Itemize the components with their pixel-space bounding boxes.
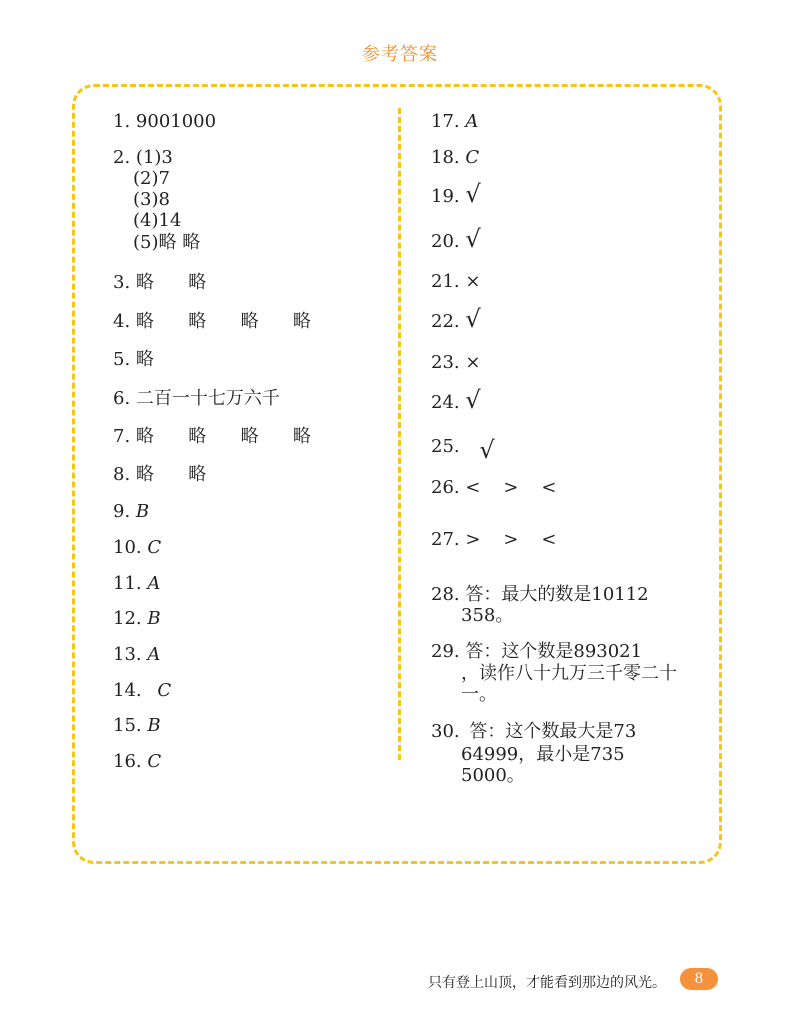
- answer-text: 略 略 略 略: [135, 311, 311, 332]
- answer-item-24: [431, 386, 481, 414]
- answer-item-8: [113, 465, 206, 485]
- answer-text: B: [135, 501, 150, 522]
- question-number: 4.: [113, 311, 131, 332]
- answer-text: B: [147, 608, 161, 629]
- answer-item-10: [113, 538, 161, 558]
- question-number: 9.: [113, 501, 131, 522]
- check-mark: √: [465, 386, 481, 414]
- answer-item-19: [431, 180, 481, 208]
- answer-part: (2)7: [133, 168, 170, 189]
- question-number: 28.: [431, 584, 460, 605]
- answer-item-13: [113, 645, 160, 665]
- answer-text: A: [147, 644, 161, 665]
- answer-item-1: [113, 112, 216, 132]
- question-number: 24.: [431, 392, 460, 413]
- answer-item-14: [113, 681, 171, 701]
- answer-line: 358。: [461, 605, 514, 626]
- answer-line: 答：这个数是893021: [465, 641, 643, 662]
- check-mark: √: [465, 225, 481, 253]
- cross-mark: ×: [465, 271, 481, 292]
- check-mark: √: [465, 180, 481, 208]
- answer-line: 一。: [461, 684, 497, 705]
- answer-item-7: [113, 427, 311, 447]
- question-number: 1.: [113, 111, 131, 132]
- answer-text: 略 略: [135, 272, 207, 293]
- answer-line: ，读作八十九万三千零二十: [461, 663, 677, 684]
- question-number: 17.: [431, 111, 460, 132]
- answer-item-28: [431, 585, 649, 605]
- question-number: 20.: [431, 231, 460, 252]
- question-number: 6.: [113, 388, 131, 409]
- answer-text: 9001000: [135, 111, 217, 132]
- question-number: 18.: [431, 147, 460, 168]
- cross-mark: ×: [465, 352, 481, 373]
- question-number: 15.: [113, 715, 142, 736]
- answer-item-18: [431, 148, 479, 168]
- answer-text: C: [157, 680, 172, 701]
- answer-item-30: [431, 722, 636, 742]
- answer-text: C: [465, 147, 480, 168]
- answer-text: 略 略 略 略: [135, 426, 311, 447]
- answer-item-2: [113, 148, 173, 168]
- answer-text: B: [147, 715, 161, 736]
- answer-line: 5000。: [461, 765, 525, 786]
- question-number: 26.: [431, 477, 460, 498]
- answer-item-26: [431, 478, 556, 498]
- question-number: 27.: [431, 529, 460, 550]
- answer-item-23: [431, 353, 480, 373]
- answer-text: 略: [135, 349, 154, 370]
- answer-item-22: [431, 305, 481, 333]
- answer-item-5: [113, 350, 154, 370]
- question-number: 10.: [113, 537, 142, 558]
- answer-item-21: [431, 272, 480, 292]
- question-number: 13.: [113, 644, 142, 665]
- answer-item-11: [113, 574, 160, 594]
- question-number: 29.: [431, 641, 460, 662]
- answer-item-16: [113, 752, 161, 772]
- page-number-badge: 8: [680, 968, 718, 990]
- question-number: 25.: [431, 436, 460, 457]
- question-number: 11.: [113, 573, 142, 594]
- footer-motto: 只有登上山顶，才能看到那边的风光。: [428, 975, 666, 991]
- answer-item-6: [113, 389, 280, 409]
- answer-line: 64999，最小是735: [461, 744, 625, 765]
- answer-item-12: [113, 609, 161, 629]
- answer-text: A: [465, 111, 479, 132]
- answer-item-29: [431, 642, 642, 662]
- question-number: 5.: [113, 349, 131, 370]
- answer-text: C: [147, 751, 162, 772]
- answer-part: (1)3: [135, 147, 173, 168]
- answer-item-4: [113, 312, 311, 332]
- check-mark: √: [479, 436, 495, 464]
- answer-line: 答：最大的数是10112: [465, 584, 649, 605]
- answer-part: (4)14: [133, 210, 182, 231]
- answer-text: < > <: [465, 477, 557, 498]
- answer-text: A: [147, 573, 161, 594]
- answer-text: 二百一十七万六千: [135, 388, 280, 409]
- question-number: 14.: [113, 680, 142, 701]
- question-number: 2.: [113, 147, 131, 168]
- answer-text: > > <: [465, 529, 557, 550]
- answer-item-20: [431, 225, 481, 253]
- answer-item-15: [113, 716, 161, 736]
- answer-item-9: [113, 502, 149, 522]
- answer-item-17: [431, 112, 478, 132]
- question-number: 19.: [431, 186, 460, 207]
- question-number: 16.: [113, 751, 142, 772]
- answer-item-25: [431, 434, 495, 464]
- question-number: 23.: [431, 352, 460, 373]
- answer-line: 答：这个数最大是73: [469, 721, 637, 742]
- answer-part: (5)略 略: [133, 232, 201, 253]
- question-number: 3.: [113, 272, 131, 293]
- answer-part: (3)8: [133, 189, 170, 210]
- question-number: 8.: [113, 464, 131, 485]
- question-number: 12.: [113, 608, 142, 629]
- answer-item-3: [113, 273, 206, 293]
- question-number: 22.: [431, 311, 460, 332]
- question-number: 21.: [431, 271, 460, 292]
- question-number: 7.: [113, 426, 131, 447]
- check-mark: √: [465, 305, 481, 333]
- answer-text: C: [147, 537, 162, 558]
- answer-item-27: [431, 530, 556, 550]
- page-title: 参考答案: [362, 44, 438, 65]
- answer-text: 略 略: [135, 464, 207, 485]
- column-divider: [398, 108, 401, 760]
- question-number: 30.: [431, 721, 460, 742]
